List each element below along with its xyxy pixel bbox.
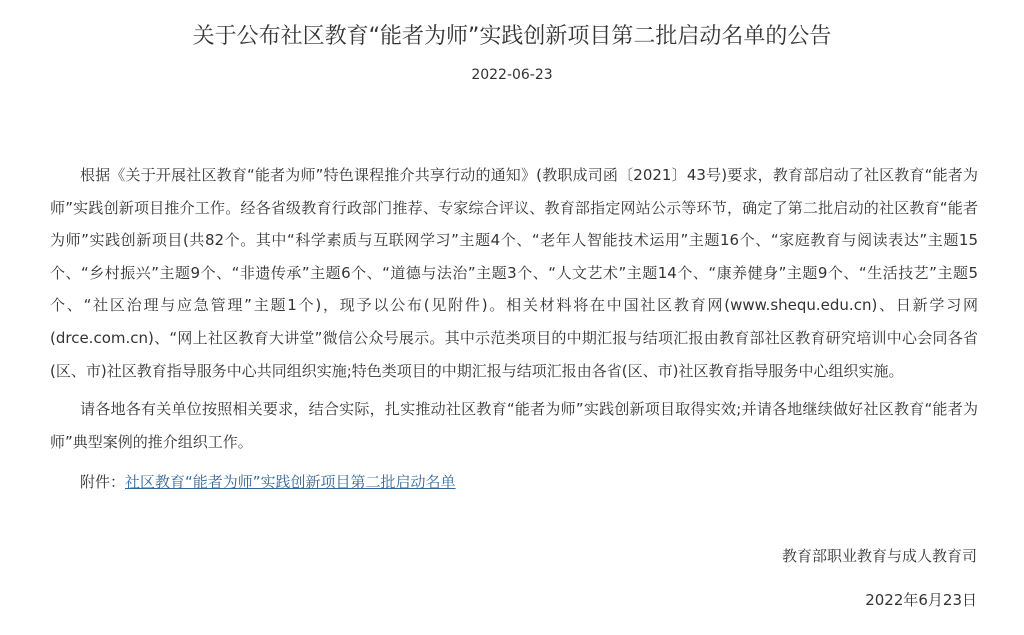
article-body [50, 159, 978, 499]
article-title: 关于公布社区教育“能者为师”实践创新项目第二批启动名单的公告 [192, 24, 832, 49]
publish-date: 2022-06-23 [471, 67, 553, 83]
attachment-link[interactable]: 社区教育“能者为师”实践创新项目第二批启动名单 [125, 473, 456, 492]
attachment-line [50, 466, 978, 499]
paragraph-request: 请各地各有关单位按照相关要求，结合实际，扎实推动社区教育“能者为师”实践创新项目取得实效;并请各地继续做好社区教育“能者为师”典型案例的推介组织工作。 [50, 400, 978, 451]
issuer-signature: 教育部职业教育与成人教育司 [781, 547, 977, 565]
attachment-label: 附件： [80, 473, 126, 492]
signature-date: 2022年6月23日 [865, 591, 977, 609]
paragraph-main: 根据《关于开展社区教育“能者为师”特色课程推介共享行动的通知》(教职成司函〔2021〕43号)要求，教育部启动了社区教育“能者为师”实践创新项目推介工作。经各省级教育行政部门推荐、专家综合评议、教育部指定网站公示等环节，确定了第二批启动的社区教育“能者为师”实践创新项目(共82个。其中“科学素质与互联网学习”主题4个、“老年人智能技术运用”主题16个、“家庭教育与阅读表达”主题15个、“乡村振兴”主题9个、“非遗传承”主题6个、“道德与法治”主题3个、“人文艺术”主题14个、“康养健身”主题9个、“生活技艺”主题5个、“社区治理与应急管理”主题1个)，现予以公布(见附件)。相关材料将在中国社区教育网(www.shequ.edu.cn)、日新学习网(drce.com.cn)、“网上社区教育大讲堂”微信公众号展示。其中示范类项目的中期汇报与结项汇报由教育部社区教育研究培训中心会同各省(区、市)社区教育指导服务中心共同组织实施;特色类项目的中期汇报与结项汇报由各省(区、市)社区教育指导服务中心组织实施。 [50, 166, 978, 380]
